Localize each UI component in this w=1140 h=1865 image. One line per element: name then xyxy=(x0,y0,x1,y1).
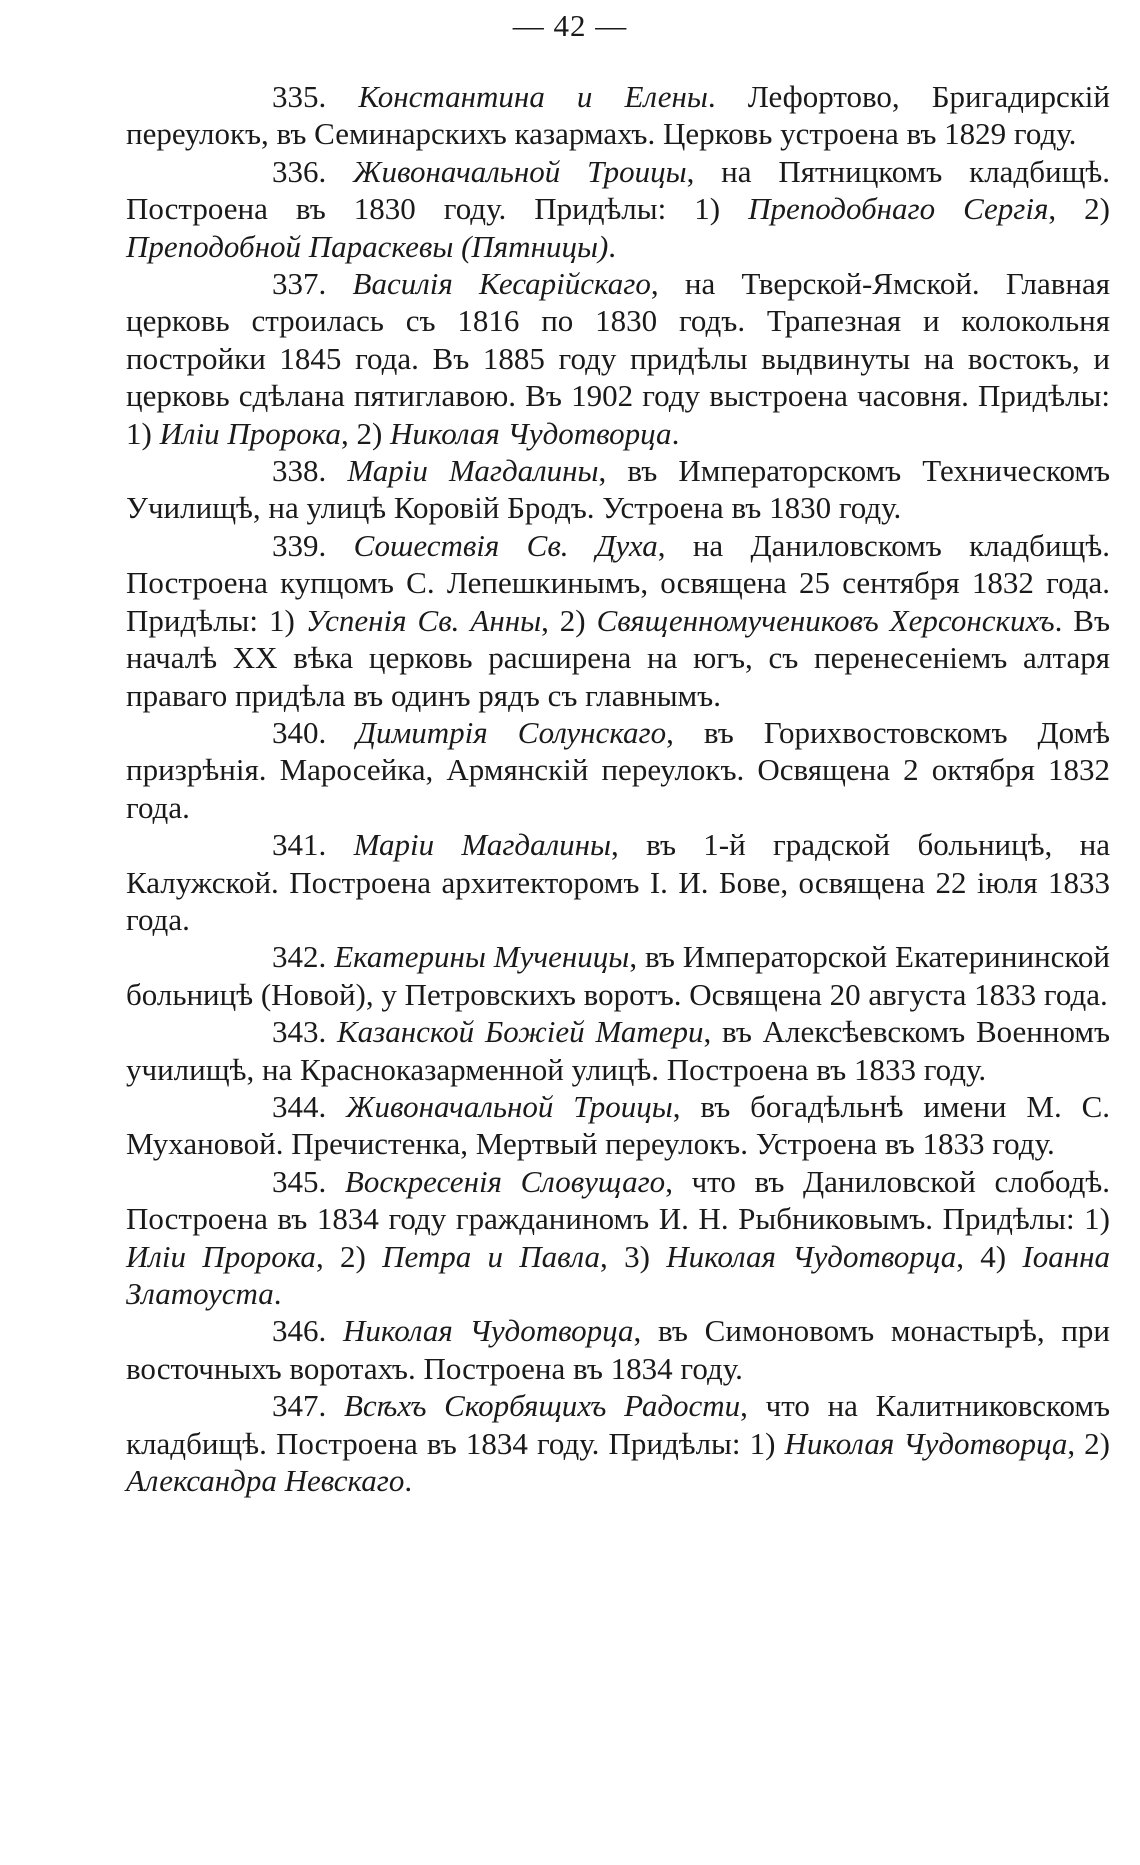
entry-342 xyxy=(126,938,1110,1013)
dedication-name: Успенія Св. Анны xyxy=(305,602,542,638)
entry-text: , на Даниловскомъ кладбищѣ. Построена купцомъ С. Лепешкинымъ, освящена 25 сентября 1832 года. Придѣлы: 1) xyxy=(126,527,1110,638)
entry-text: , 2) xyxy=(1048,191,1111,227)
dedication-name: Преподобнаго Сергія xyxy=(748,191,1049,227)
entry-text: , что въ Даниловской слободѣ. Построена въ 1834 году гражданиномъ И. Н. Рыбниковымъ. Придѣлы: 1) xyxy=(126,1163,1110,1237)
entry-337 xyxy=(126,265,1110,452)
entry-text: , въ 1-й градской больницѣ, на Калужской. Построена архитекторомъ І. И. Бове, освящена 22 іюля 1833 года. xyxy=(126,827,1110,937)
entry-336 xyxy=(126,153,1110,265)
dedication-name: Сошествія Св. Духа xyxy=(353,527,658,563)
dedication-name: Николая Чудотворца xyxy=(666,1238,957,1274)
entry-text: , въ богадѣльнѣ имени М. С. Мухановой. Пречистенка, Мертвый переулокъ. Устроена въ 1833 году. xyxy=(126,1088,1111,1162)
entry-number: 338. xyxy=(272,453,327,489)
entry-text: . xyxy=(404,1463,413,1499)
entry-338 xyxy=(126,452,1110,527)
entry-text: , въ Симоновомъ монастырѣ, при восточныхъ воротахъ. Построена въ 1834 году. xyxy=(126,1313,1111,1386)
entry-text: , 2) xyxy=(315,1238,383,1274)
entry-341 xyxy=(126,826,1110,938)
entry-text: . Лефортово, Бригадирскій переулокъ, въ Семинарскихъ казармахъ. Церковь устроена въ 1829 году. xyxy=(126,79,1111,152)
dedication-name: Іоанна Златоуста xyxy=(126,1238,1111,1311)
page-number: — 42 — xyxy=(512,8,628,43)
dedication-name: Священномучениковъ Херсонскихъ xyxy=(596,602,1055,638)
dedication-name: Всѣхъ Скорбящихъ Радости xyxy=(343,1388,741,1424)
entry-346 xyxy=(126,1312,1110,1387)
dedication-name: Казанской Божіей Матери xyxy=(337,1014,704,1050)
entry-number: 344. xyxy=(272,1088,327,1124)
entry-number: 337. xyxy=(272,266,327,302)
entry-number: 339. xyxy=(272,527,327,563)
entry-text: , 3) xyxy=(600,1238,667,1274)
entry-number: 345. xyxy=(272,1163,327,1199)
entry-347 xyxy=(126,1387,1110,1499)
entry-number: 340. xyxy=(272,714,327,750)
dedication-name: Преподобной Параскевы (Пятницы) xyxy=(126,228,609,264)
body-text xyxy=(126,78,1110,1499)
dedication-name: Николая Чудотворца xyxy=(343,1313,634,1349)
entry-number: 343. xyxy=(272,1014,327,1050)
entry-text: . xyxy=(273,1276,282,1311)
dedication-name: Константина и Елены xyxy=(358,79,708,114)
dedication-name: Живоначальной Троицы xyxy=(346,1088,673,1124)
entry-text: , на Пятницкомъ кладбищѣ. Построена въ 1830 году. Придѣлы: 1) xyxy=(126,153,1111,227)
entry-343 xyxy=(126,1013,1110,1088)
entry-text: , въ Императорской Екатерининской больницѣ (Новой), у Петровскихъ воротъ. Освящена 20 августа 1833 года. xyxy=(126,939,1111,1012)
entry-text: . Въ началѣ XX вѣка церковь расширена на югъ, съ перенесеніемъ алтаря праваго придѣла въ одинъ рядъ съ главнымъ. xyxy=(126,602,1110,713)
entry-text: , на Тверской-Ямской. Главная церковь строилась съ 1816 по 1830 годъ. Трапезная и колокольня постройки 1845 года. Въ 1885 году придѣлы выдвинуты на востокъ, и церковь сдѣлана пятиглавою. Въ 1902 году выстроена часовня. Придѣлы: 1) xyxy=(126,266,1110,451)
dedication-name: Маріи Магдалины xyxy=(347,453,599,489)
entry-text: , въ Императорскомъ Техническомъ Училищѣ, на улицѣ Коровій Бродъ. Устроена въ 1830 году. xyxy=(126,453,1111,526)
dedication-name: Николая Чудотворца xyxy=(390,415,672,451)
dedication-name: Маріи Магдалины xyxy=(353,827,611,863)
entry-number: 341. xyxy=(272,827,327,863)
entry-340 xyxy=(126,714,1110,826)
entry-339 xyxy=(126,527,1110,714)
entry-text: , что на Калитниковскомъ кладбищѣ. Построена въ 1834 году. Придѣлы: 1) xyxy=(126,1388,1110,1461)
entry-text: , въ Горихвостовскомъ Домѣ призрѣнія. Маросейка, Армянскій переулокъ. Освящена 2 октября 1832 года. xyxy=(126,714,1110,825)
entry-345 xyxy=(126,1163,1110,1313)
entry-text: . xyxy=(608,228,617,264)
entry-text: . xyxy=(671,415,680,451)
entry-text: , 4) xyxy=(956,1238,1023,1274)
entry-text: , 2) xyxy=(340,415,391,451)
dedication-name: Воскресенія Словущаго xyxy=(344,1163,666,1199)
dedication-name: Иліи Пророка xyxy=(159,415,341,451)
entry-335 xyxy=(126,78,1110,153)
dedication-name: Димитрія Солунскаго xyxy=(356,714,667,750)
dedication-name: Иліи Пророка xyxy=(126,1238,316,1274)
entry-number: 335. xyxy=(272,79,327,114)
entry-text: , 2) xyxy=(541,602,597,638)
entry-344 xyxy=(126,1088,1110,1163)
entry-number: 347. xyxy=(272,1388,327,1424)
entry-number: 342. xyxy=(272,939,327,975)
dedication-name: Николая Чудотворца xyxy=(784,1425,1068,1461)
entry-text: , въ Алексѣевскомъ Военномъ училищѣ, на Красноказарменной улицѣ. Построена въ 1833 году. xyxy=(126,1014,1110,1087)
dedication-name: Александра Невскаго xyxy=(126,1463,405,1499)
dedication-name: Живоначальной Троицы xyxy=(353,153,687,189)
dedication-name: Петра и Павла xyxy=(382,1238,601,1274)
entry-number: 336. xyxy=(272,153,327,189)
dedication-name: Василія Кесарійскаго xyxy=(352,266,651,302)
entry-number: 346. xyxy=(272,1313,327,1349)
dedication-name: Екатерины Мученицы xyxy=(334,939,630,975)
entry-text: , 2) xyxy=(1067,1425,1111,1461)
